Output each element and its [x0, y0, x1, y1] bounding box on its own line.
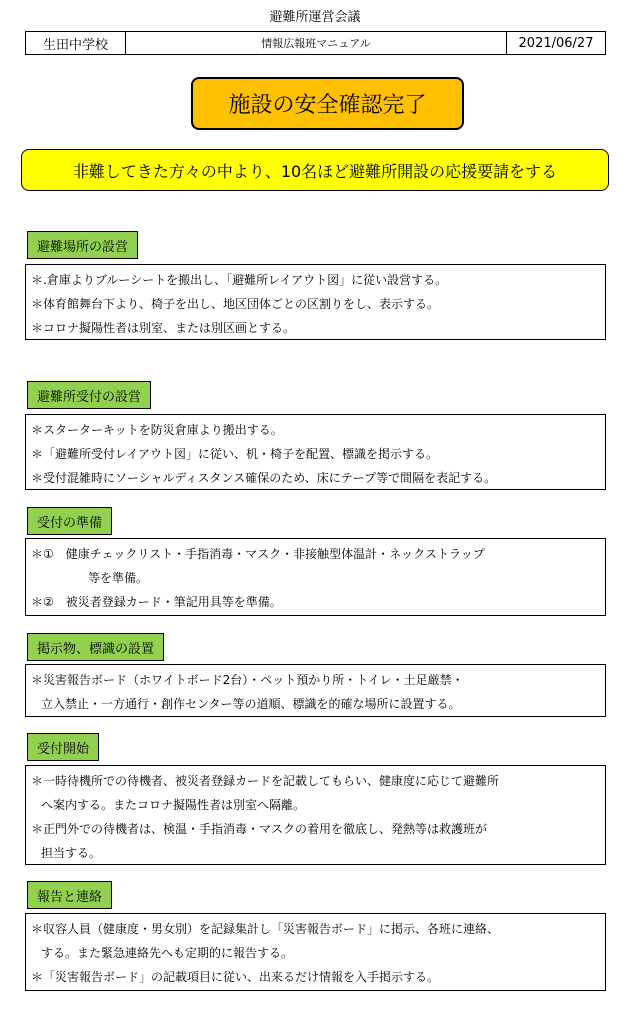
section-box-reception-prep	[25, 538, 606, 616]
section-line: する。また緊急連絡先へも定期的に報告する。	[41, 946, 294, 960]
section-label-shelter-setup: 避難場所の設営	[27, 231, 138, 259]
section-line: ＊受付混雑時にソーシャルディスタンス確保のため、床にテープ等で間隔を表記する。	[31, 471, 497, 485]
section-line: ＊一時待機所での待機者、被災者登録カードを記載してもらい、健康度に応じて避難所	[31, 774, 500, 788]
section-line: へ案内する。またコロナ擬陽性者は別室へ隔離。	[41, 798, 306, 812]
section-line: ＊正門外での待機者は、検温・手指消毒・マスクの着用を徹底し、発熱等は救護班が	[31, 822, 488, 836]
section-line: ＊体育館舞台下より、椅子を出し、地区団体ごとの区割りをし、表示する。	[31, 297, 440, 311]
section-line: ＊スターターキットを防災倉庫より搬出する。	[31, 423, 283, 437]
section-box-reception-start	[25, 765, 606, 865]
section-line: ＊.倉庫よりブルーシートを搬出し、「避難所レイアウト図」に従い設営する。	[31, 273, 448, 287]
document-date: 2021/06/27	[518, 35, 594, 51]
section-label-reception-prep: 受付の準備	[27, 507, 112, 535]
section-line: 等を準備。	[88, 571, 149, 585]
section-label-reception-start: 受付開始	[27, 733, 99, 761]
manual-name: 情報広報班マニュアル	[126, 32, 507, 54]
document-title: 避難所運営会議	[269, 10, 361, 25]
section-line: ＊「災害報告ボード」の記載項目に従い、出来るだけ情報を入手掲示する。	[31, 970, 440, 984]
section-box-signage	[25, 664, 606, 717]
section-box-reception-setup	[25, 414, 606, 490]
section-label-report-contact: 報告と連絡	[27, 881, 112, 909]
section-line: ＊コロナ擬陽性者は別室、または別区画とする。	[31, 321, 296, 335]
section-line: ＊② 被災者登録カード・筆記用具等を準備。	[31, 595, 282, 609]
sub-banner: 非難してきた方々の中より、10名ほど避難所開設の応援要請をする	[21, 149, 609, 191]
section-line: 立入禁止・一方通行・創作センター等の道順、標識を的確な場所に設置する。	[41, 697, 461, 711]
section-label-signage: 掲示物、標識の設置	[27, 633, 164, 661]
section-line: ＊収容人員（健康度・男女別）を記録集計し「災害報告ボード」に掲示、各班に連絡、	[31, 922, 500, 936]
section-line: 担当する。	[41, 846, 102, 860]
school-name: 生田中学校	[26, 32, 126, 54]
section-line: ＊災害報告ボード（ホワイトボード2台）・ペット預かり所・トイレ・土足厳禁・	[31, 673, 464, 687]
section-box-shelter-setup	[25, 264, 606, 340]
section-box-report-contact	[25, 913, 606, 991]
section-label-reception-setup: 避難所受付の設営	[27, 381, 151, 409]
section-line: ＊① 健康チェックリスト・手指消毒・マスク・非接触型体温計・ネックストラップ	[31, 547, 485, 561]
header-table	[25, 31, 606, 55]
main-banner: 施設の安全確認完了	[191, 77, 464, 130]
section-line: ＊「避難所受付レイアウト図」に従い、机・椅子を配置、標識を掲示する。	[31, 447, 439, 461]
